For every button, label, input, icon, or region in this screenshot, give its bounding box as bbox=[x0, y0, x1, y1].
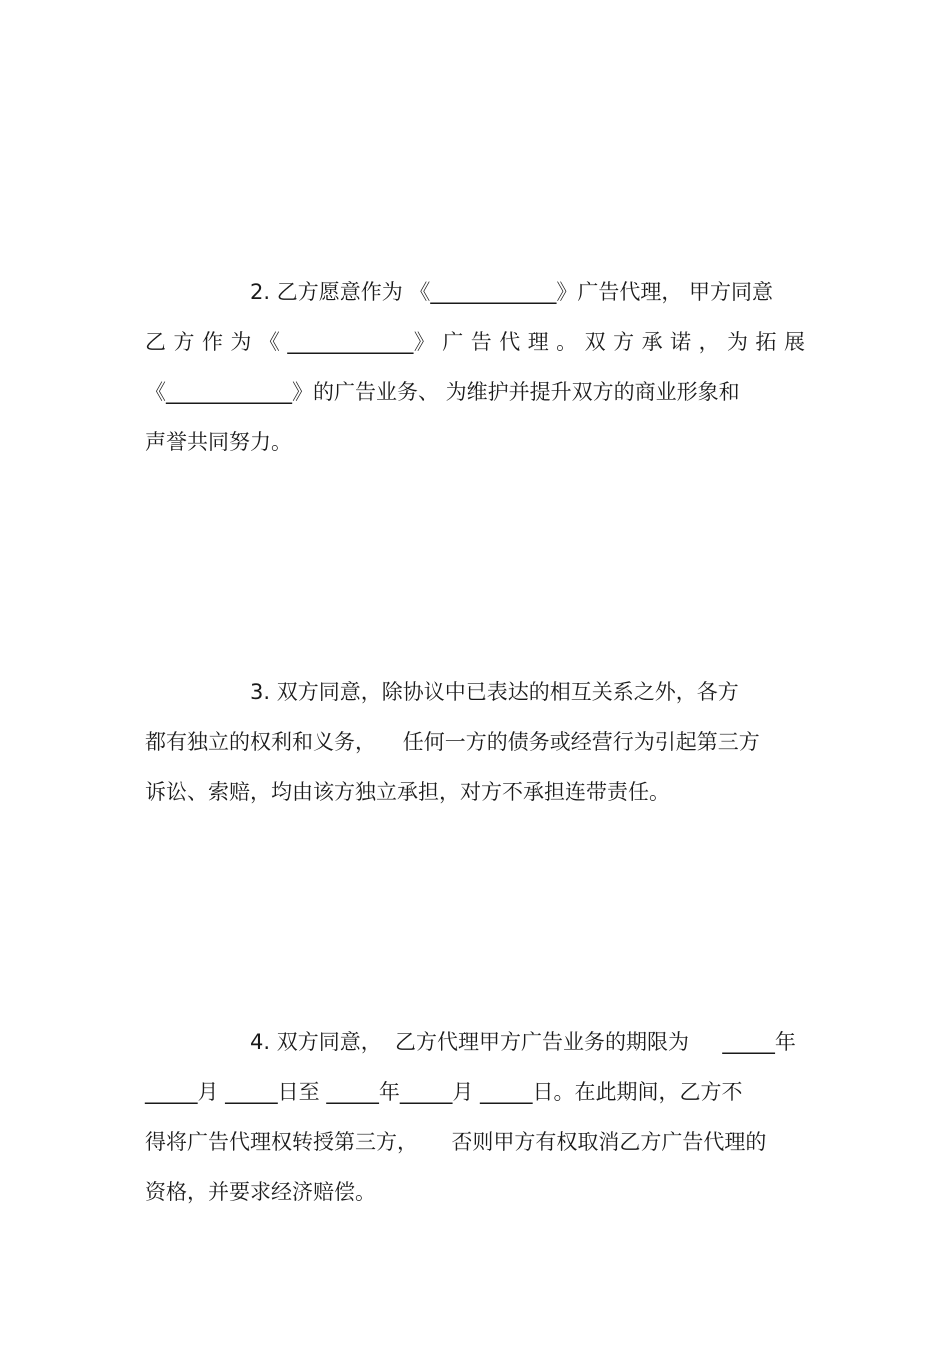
clause-4-line-1: 4. 双方同意， 乙方代理甲方广告业务的期限为 _____年 bbox=[250, 1030, 796, 1054]
clause-4-line-3: 得将广告代理权转授第三方， 否则甲方有权取消乙方广告代理的 bbox=[145, 1130, 767, 1154]
clause-2-line-3: 《____________》的广告业务、 为维护并提升双方的商业形象和 bbox=[145, 380, 740, 404]
clause-2-line-1: 2. 乙方愿意作为 《____________》广告代理， 甲方同意 bbox=[250, 280, 774, 304]
clause-4-line-4: 资格，并要求经济赔偿。 bbox=[145, 1180, 376, 1204]
clause-3-line-3: 诉讼、索赔，均由该方独立承担，对方不承担连带责任。 bbox=[145, 780, 670, 804]
clause-2-line-2: 乙 方 作 为 《 ____________》 广 告 代 理 。 双 方 承 诺 ， 为 拓 展 bbox=[145, 330, 805, 354]
clause-3-line-1: 3. 双方同意，除协议中已表达的相互关系之外，各方 bbox=[250, 680, 739, 704]
clause-3-line-2: 都有独立的权利和义务， 任何一方的债务或经营行为引起第三方 bbox=[145, 730, 760, 754]
clause-4-line-2: _____月 _____日至 _____年_____月 _____日。在此期间，乙方不 bbox=[145, 1080, 743, 1104]
clause-2-line-4: 声誉共同努力。 bbox=[145, 430, 292, 454]
